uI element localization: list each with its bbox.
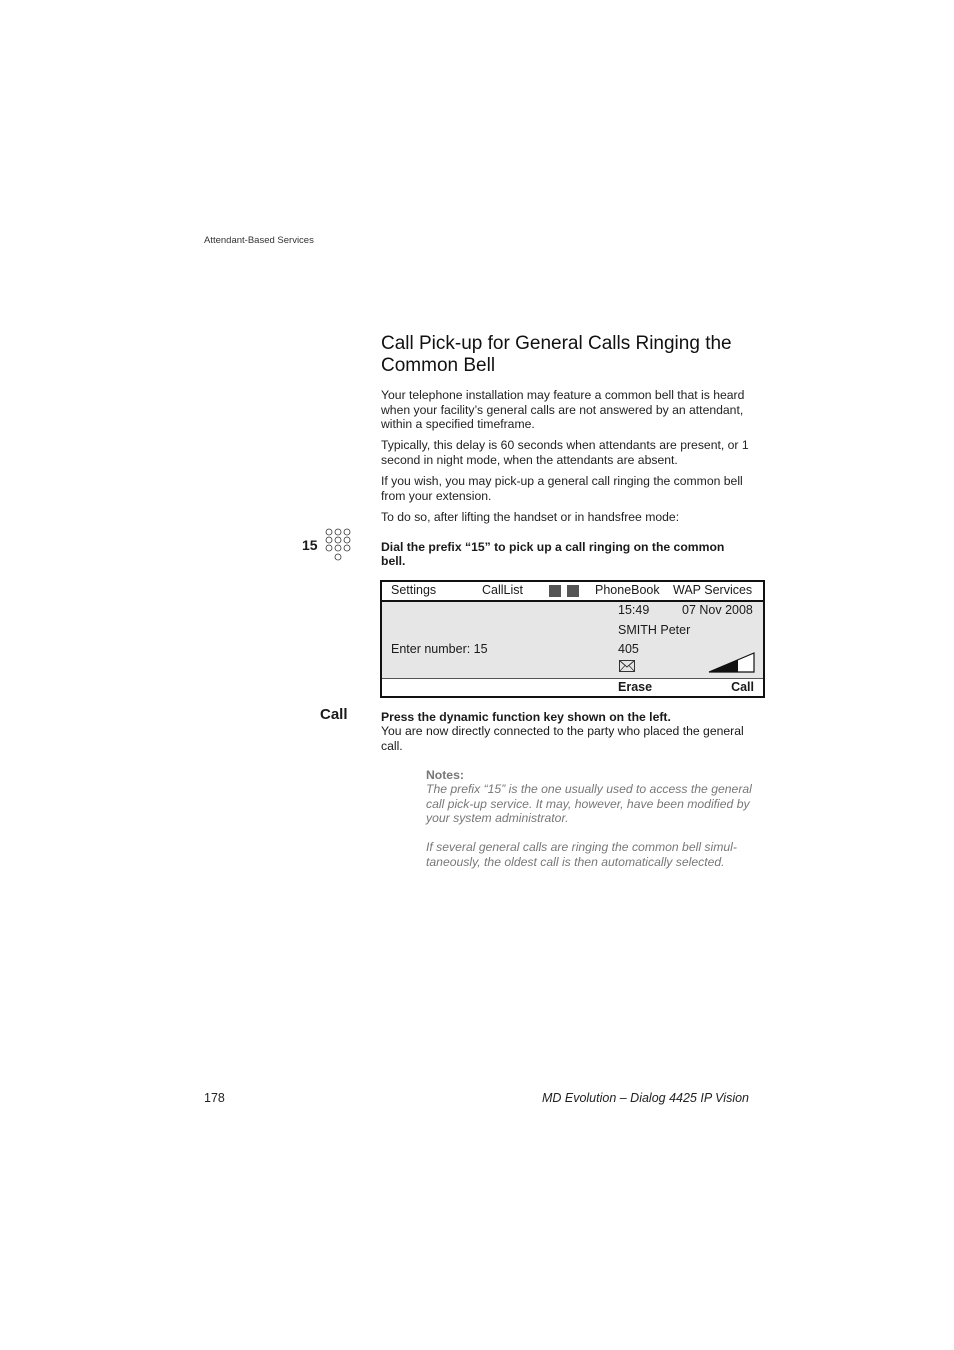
step-2-result: You are now directly connected to the party who placed the general call. [381,724,744,753]
notes-heading: Notes: [426,768,464,782]
display-softkey-bar [382,678,763,696]
step-2-instruction: Press the dynamic function key shown on the left. [381,710,671,724]
volume-level-icon [708,652,755,673]
product-name: MD Evolution – Dialog 4425 IP Vision [541,1091,749,1105]
indicator-square-2 [567,585,579,597]
intro-paragraph-4: To do so, after lifting the handset or in handsfree mode: [381,510,680,524]
indicator-square-1 [549,585,561,597]
step-1-instruction: Dial the prefix “15” to pick up a call ringing on the common bell. [381,540,725,568]
display-prompt: Enter number: 15 [391,642,488,656]
tab-phonebook[interactable]: PhoneBook [595,583,660,597]
tab-settings[interactable]: Settings [391,583,437,597]
display-extension: 405 [618,642,639,656]
display-caller-name: SMITH Peter [618,623,691,637]
display-tab-bar [382,582,763,602]
page-number: 178 [204,1091,225,1105]
intro-paragraph-1: Your telephone installation may feature a common bell that is heard when your facility’s general calls are not answered by an attendant, within a specified timeframe. [381,388,745,432]
section-header: Attendant-Based Services [204,235,314,246]
note-2: If several general calls are ringing the common bell simul-taneously, the oldest call is then automatically selected. [426,840,737,869]
display-date: 07 Nov 2008 [682,603,753,617]
softkey-call[interactable]: Call [731,680,754,694]
display-time: 15:49 [618,603,650,617]
call-key-label: Call [320,706,348,723]
tab-wap-services[interactable]: WAP Services [673,583,753,597]
step-key-15: 15 [302,537,318,553]
page-title: Call Pick-up for General Calls Ringing the Common Bell [381,333,732,376]
tab-calllist[interactable]: CallList [482,583,523,597]
softkey-erase[interactable]: Erase [618,680,653,694]
envelope-icon [619,660,635,672]
intro-paragraph-2: Typically, this delay is 60 seconds when attendants are present, or 1 second in night mode, when the attendants are absent. [381,438,749,467]
note-1: The prefix “15” is the one usually used to access the general call pick-up service. It may, however, have been modified by your system administrator. [426,782,752,826]
keypad-icon [325,528,351,564]
phone-display [380,580,765,698]
intro-paragraph-3: If you wish, you may pick-up a general call ringing the common bell from your extension. [381,474,743,503]
